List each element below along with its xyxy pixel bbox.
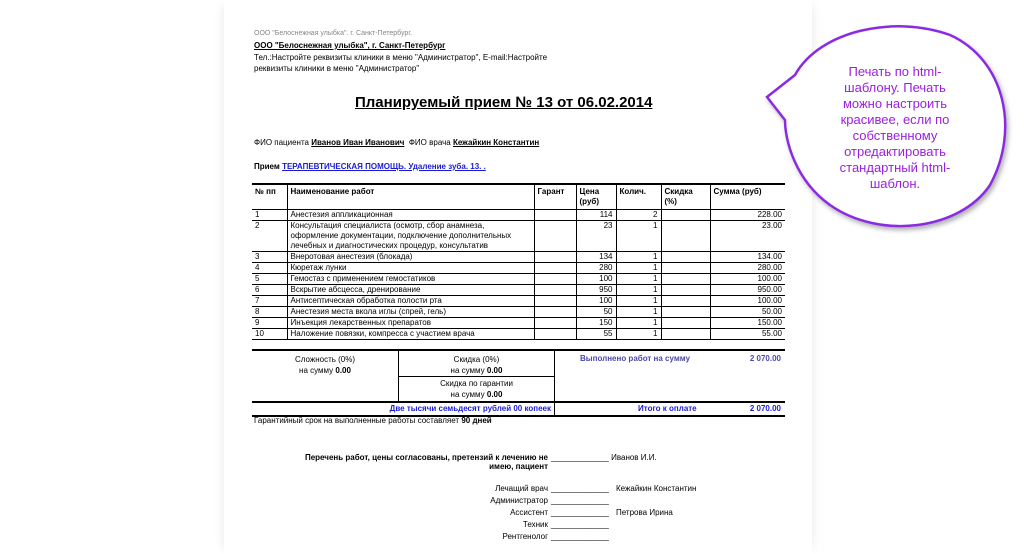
row-qty: 1 <box>616 296 661 307</box>
row-sum: 100.00 <box>710 296 785 307</box>
row-price: 55 <box>576 329 616 340</box>
patient-signature <box>551 453 657 462</box>
guarantee-sum-label: на сумму <box>450 390 485 399</box>
row-price: 950 <box>576 285 616 296</box>
guarantee-discount-cell <box>399 378 554 400</box>
row-service-name: Наложение повязки, компресса с участием врача <box>287 329 534 340</box>
header-small-line: ООО "Белоснежная улыбка". г. Санкт-Петербург. <box>254 30 412 37</box>
row-qty: 1 <box>616 221 661 252</box>
patient-name: Иванов Иван Иванович <box>311 138 405 147</box>
row-service-name: Консультация специалиста (осмотр, сбор анамнеза, оформление документации, подключение дополнительных лечебных и диагностических процедур, консультатив <box>287 221 534 252</box>
row-discount <box>661 329 710 340</box>
row-guarantee <box>534 318 576 329</box>
doctor-label: ФИО врача <box>408 138 451 147</box>
divider <box>399 376 554 377</box>
row-number: 2 <box>252 221 287 252</box>
signature-blank: _____________ <box>551 508 609 517</box>
discount-sum-label: на сумму <box>450 366 485 375</box>
summary-block <box>252 349 785 417</box>
row-discount <box>661 307 710 318</box>
row-guarantee <box>534 210 576 221</box>
col-header-qty: Колич. <box>616 184 661 210</box>
callout-line: шаблону. Печать <box>844 80 946 95</box>
callout-line: можно настроить <box>842 96 948 111</box>
table-row <box>252 263 785 274</box>
table-row <box>252 221 785 252</box>
row-sum: 280.00 <box>710 263 785 274</box>
row-number: 5 <box>252 274 287 285</box>
row-number: 3 <box>252 252 287 263</box>
col-header-price: Цена (руб) <box>576 184 616 210</box>
discount-label: Скидка (0%) <box>453 355 500 364</box>
row-price: 134 <box>576 252 616 263</box>
callout-line: Печать по html- <box>848 64 942 79</box>
col-header-number: № пп <box>252 184 287 210</box>
row-qty: 1 <box>616 307 661 318</box>
signature-name: Кежайкин Константин <box>616 484 697 493</box>
row-sum: 950.00 <box>710 285 785 296</box>
table-row <box>252 307 785 318</box>
row-discount <box>661 274 710 285</box>
row-guarantee <box>534 252 576 263</box>
total-value: 2 070.00 <box>749 404 781 413</box>
signature-name: Петрова Ирина <box>616 508 673 517</box>
patient-sign-name: Иванов И.И. <box>611 453 657 462</box>
complexity-cell <box>252 354 398 376</box>
col-header-discount: Скидка (%) <box>661 184 710 210</box>
row-discount <box>661 285 710 296</box>
row-service-name: Антисептическая обработка полости рта <box>287 296 534 307</box>
signature-blank: _____________ <box>551 532 609 541</box>
row-qty: 1 <box>616 263 661 274</box>
complexity-sum: 0.00 <box>335 366 351 375</box>
row-qty: 1 <box>616 318 661 329</box>
guarantee-sum: 0.00 <box>486 390 503 399</box>
discount-sum-line <box>399 365 554 376</box>
divider <box>252 401 785 403</box>
row-price: 150 <box>576 318 616 329</box>
row-qty: 1 <box>616 329 661 340</box>
row-sum: 134.00 <box>710 252 785 263</box>
row-price: 280 <box>576 263 616 274</box>
guarantee-discount-label: Скидка по гарантии <box>440 379 513 388</box>
row-guarantee <box>534 263 576 274</box>
row-qty: 1 <box>616 252 661 263</box>
complexity-sum-line <box>252 365 398 376</box>
row-price: 100 <box>576 296 616 307</box>
table-row <box>252 252 785 263</box>
row-qty: 1 <box>616 274 661 285</box>
done-label: Выполнено работ на сумму <box>580 354 691 363</box>
row-price: 50 <box>576 307 616 318</box>
callout-line: стандартный html- <box>839 160 951 175</box>
row-sum: 100.00 <box>710 274 785 285</box>
warranty-line <box>254 416 492 425</box>
row-number: 6 <box>252 285 287 296</box>
callout-line: красивее, если по <box>840 112 950 127</box>
patient-label: ФИО пациента <box>254 138 309 147</box>
signature-role: Рентгенолог <box>502 532 548 541</box>
table-row <box>252 274 785 285</box>
row-number: 9 <box>252 318 287 329</box>
row-number: 7 <box>252 296 287 307</box>
row-price: 114 <box>576 210 616 221</box>
warranty-text: Гарантийный срок на выполненные работы составляет <box>254 416 460 425</box>
table-row <box>252 296 785 307</box>
callout-line: отредактировать <box>844 144 946 159</box>
agreement-line2: имею, пациент <box>489 462 548 471</box>
row-guarantee <box>534 274 576 285</box>
patient-line <box>254 138 539 147</box>
row-sum: 23.00 <box>710 221 785 252</box>
divider <box>554 351 555 415</box>
signature-blank: _____________ <box>551 496 609 505</box>
clinic-name: ООО "Белоснежная улыбка", г. Санкт-Петербург <box>254 41 446 50</box>
row-service-name: Кюретаж лунки <box>287 263 534 274</box>
signature-role: Техник <box>522 520 548 529</box>
row-service-name: Гемостаз с применением гемостатиков <box>287 274 534 285</box>
table-header-row <box>252 184 785 210</box>
row-discount <box>661 263 710 274</box>
signature-blank: _____________ <box>551 484 609 493</box>
appointment-label: Прием <box>254 162 280 171</box>
signature-blank: _____________ <box>551 520 609 529</box>
row-qty: 1 <box>616 285 661 296</box>
row-sum: 228.00 <box>710 210 785 221</box>
row-number: 1 <box>252 210 287 221</box>
row-guarantee <box>534 296 576 307</box>
warranty-value: 90 дней <box>461 416 492 425</box>
row-price: 23 <box>576 221 616 252</box>
row-service-name: Вскрытие абсцесса, дренирование <box>287 285 534 296</box>
row-sum: 150.00 <box>710 318 785 329</box>
row-sum: 55.00 <box>710 329 785 340</box>
callout-line: собственному <box>852 128 938 143</box>
appointment-link[interactable]: ТЕРАПЕВТИЧЕСКАЯ ПОМОЩЬ. Удаление зуба. 13. . <box>282 162 486 171</box>
signature-role: Лечащий врач <box>495 484 548 493</box>
appointment-line <box>254 162 486 171</box>
row-qty: 2 <box>616 210 661 221</box>
clinic-contacts-line2: реквизиты клиники в меню "Администратор" <box>254 64 420 73</box>
signature-role: Администратор <box>490 496 548 505</box>
complexity-label: Сложность (0%) <box>294 355 356 364</box>
row-guarantee <box>534 307 576 318</box>
agreement-text <box>305 453 548 471</box>
row-service-name: Инъекция лекарственных препаратов <box>287 318 534 329</box>
col-header-name: Наименование работ <box>287 184 534 210</box>
row-number: 4 <box>252 263 287 274</box>
doctor-name: Кежайкин Константин <box>452 138 540 147</box>
row-number: 8 <box>252 307 287 318</box>
callout-line: шаблон. <box>869 176 921 191</box>
row-discount <box>661 210 710 221</box>
document-title: Планируемый прием № 13 от 06.02.2014 <box>355 94 653 111</box>
done-value: 2 070.00 <box>749 354 781 363</box>
discount-cell <box>399 354 554 376</box>
col-header-guarantee: Гарант <box>534 184 576 210</box>
agreement-line1: Перечень работ, цены согласованы, претензий к лечению не <box>304 453 548 462</box>
row-discount <box>661 296 710 307</box>
table-row <box>252 318 785 329</box>
signature-blank: _____________ <box>551 453 609 462</box>
row-discount <box>661 252 710 263</box>
col-header-sum: Сумма (руб) <box>710 184 785 210</box>
total-label: Итого к оплате <box>638 404 697 413</box>
row-guarantee <box>534 285 576 296</box>
clinic-contacts-line1: Тел.:Настройте реквизиты клиники в меню "Администратор", E-mail:Настройте <box>254 53 548 62</box>
amount-in-words: Две тысячи семьдесят рублей 00 копеек <box>389 404 551 413</box>
row-guarantee <box>534 221 576 252</box>
callout-text <box>805 64 985 192</box>
services-table <box>252 183 785 340</box>
signature-role: Ассистент <box>510 508 548 517</box>
row-guarantee <box>534 329 576 340</box>
discount-sum: 0.00 <box>486 366 503 375</box>
row-service-name: Анестезия места вкола иглы (спрей, гель) <box>287 307 534 318</box>
row-sum: 50.00 <box>710 307 785 318</box>
row-discount <box>661 221 710 252</box>
row-service-name: Анестезия аппликационная <box>287 210 534 221</box>
table-row <box>252 329 785 340</box>
row-number: 10 <box>252 329 287 340</box>
row-discount <box>661 318 710 329</box>
row-price: 100 <box>576 274 616 285</box>
table-row <box>252 285 785 296</box>
printed-document <box>224 0 812 554</box>
row-service-name: Внеротовая анестезия (блокада) <box>287 252 534 263</box>
complexity-sum-label: на сумму <box>299 366 334 375</box>
guarantee-sum-line <box>399 389 554 400</box>
table-row <box>252 210 785 221</box>
